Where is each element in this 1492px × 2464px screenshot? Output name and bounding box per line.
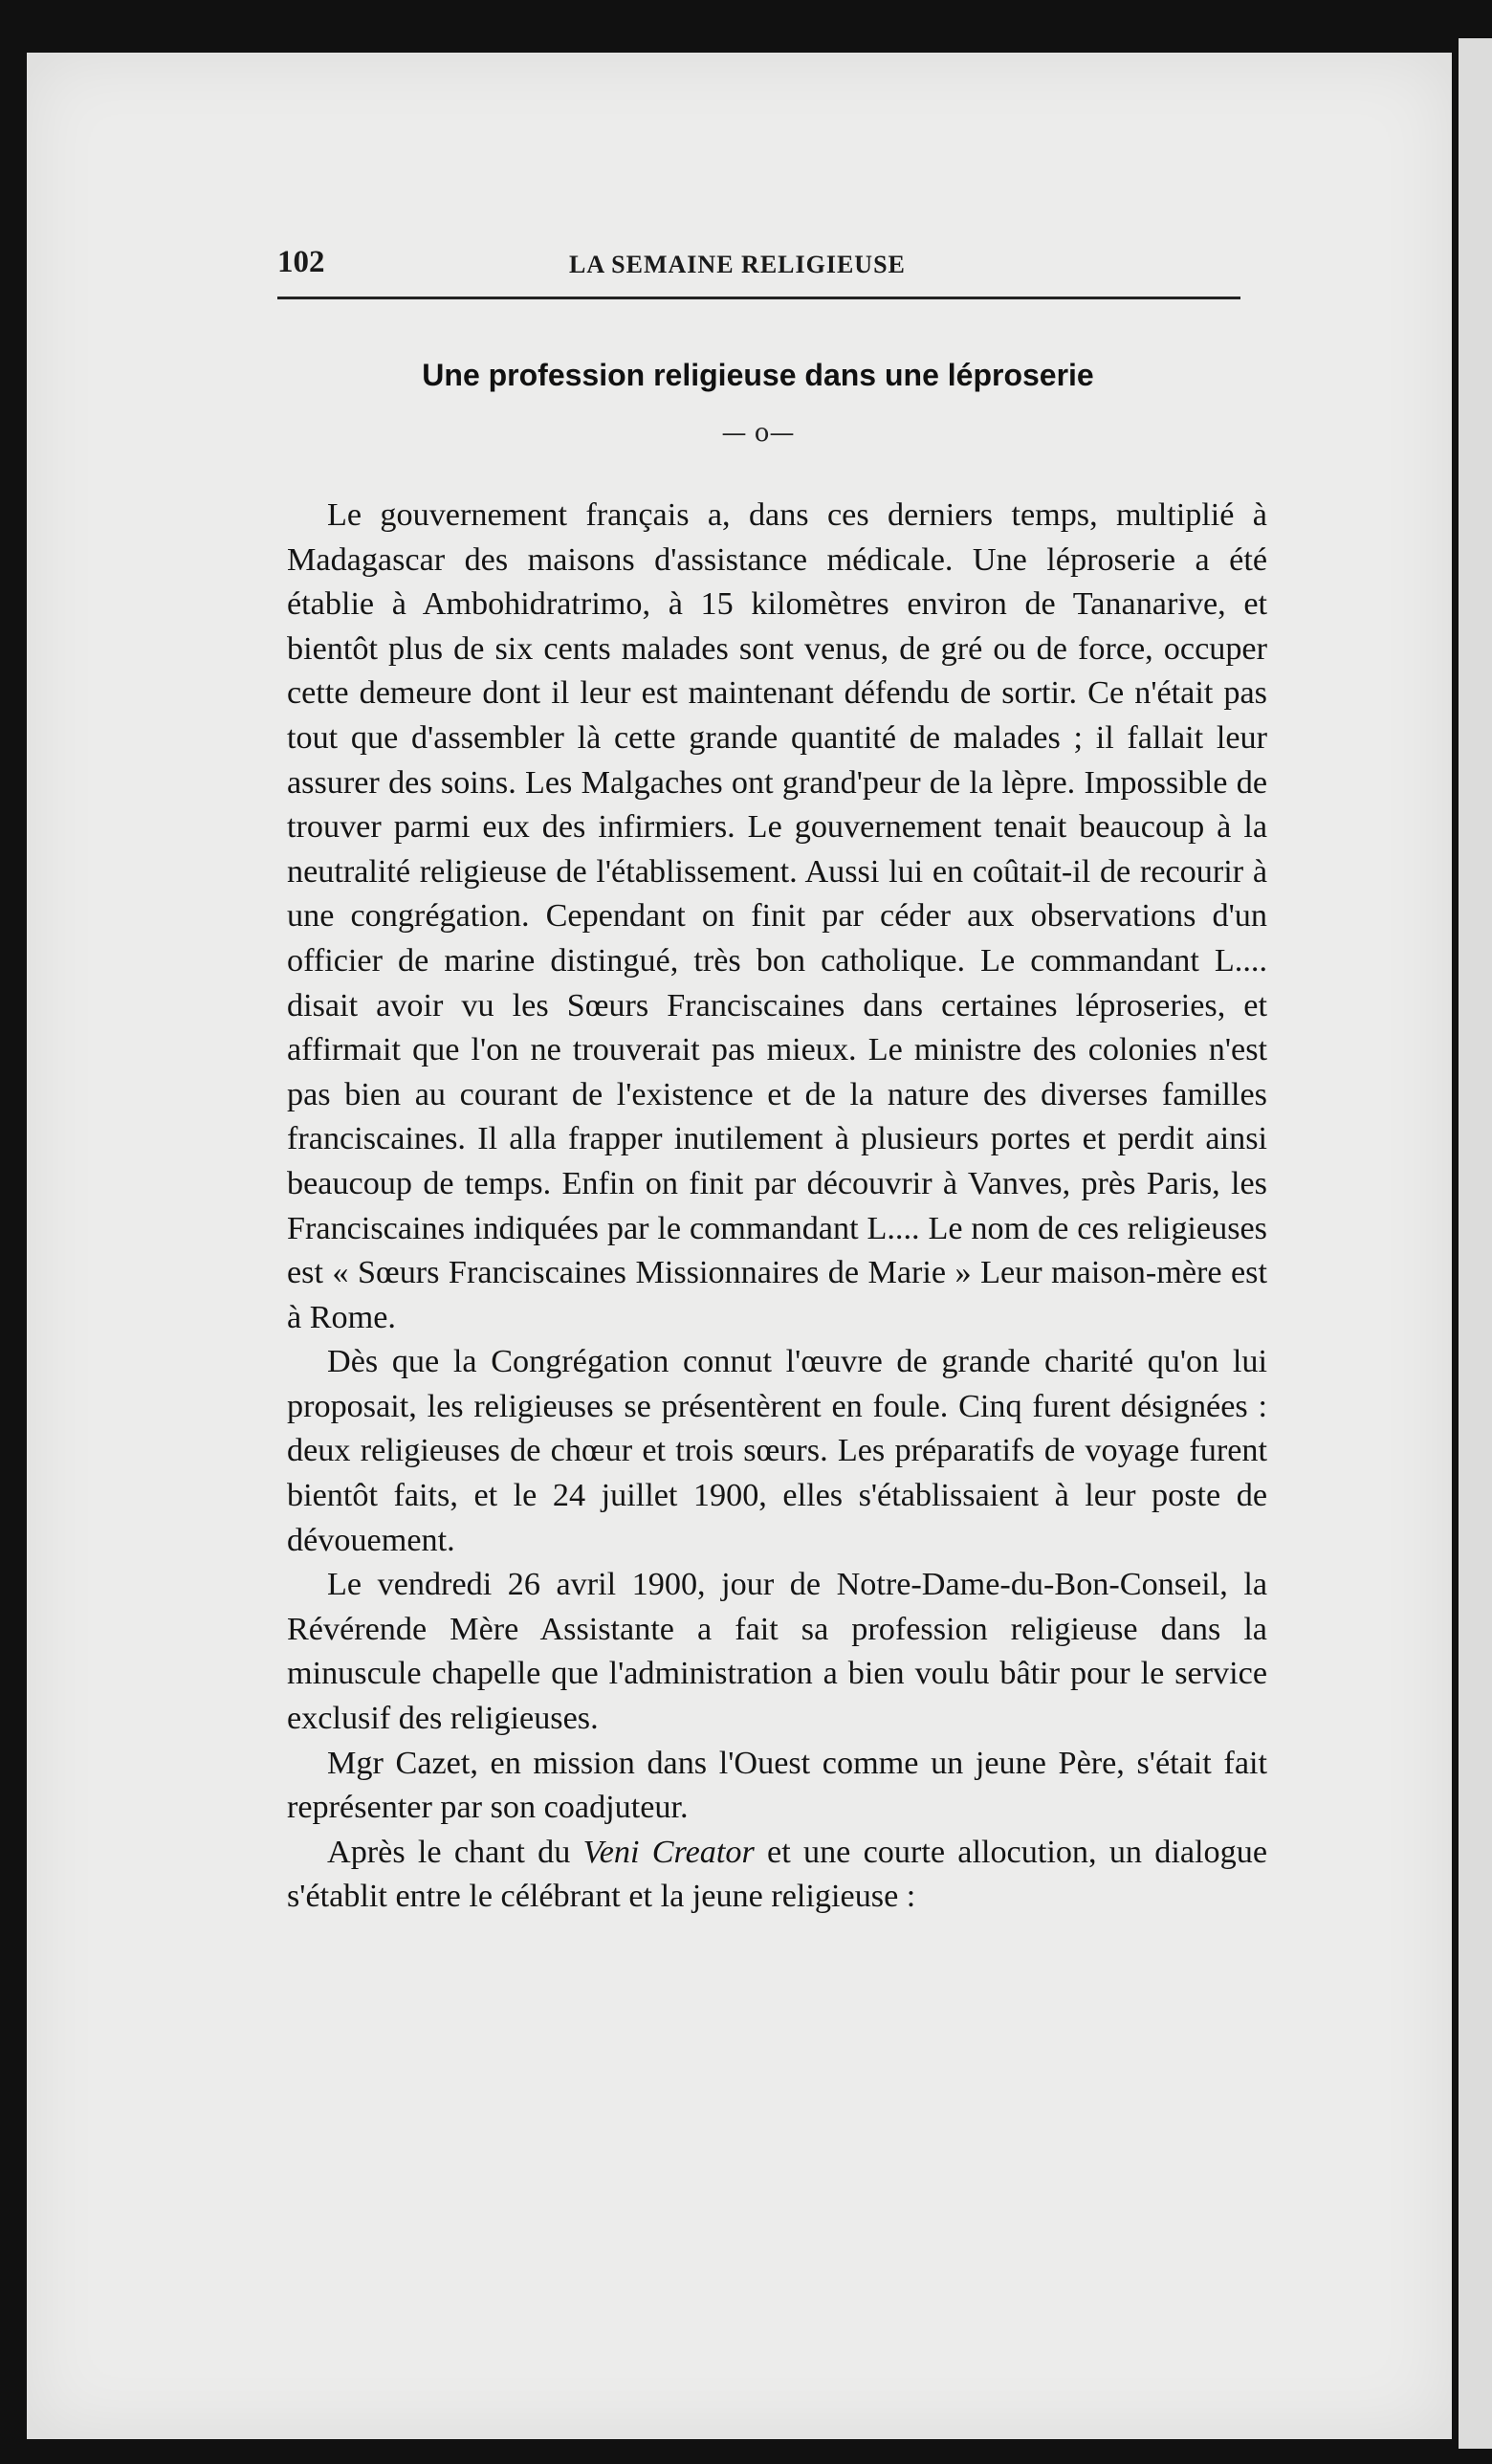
paragraph: Mgr Cazet, en mission dans l'Ouest comme un jeune Père, s'était fait représenter par son coadjuteur.: [287, 1745, 1267, 1826]
paragraph: Le vendredi 26 avril 1900, jour de Notre-Dame-du-Bon-Conseil, la Révérende Mère Assistante a fait sa profession religieuse dans la minuscule chapelle que l'administration a bien voulu bâtir pour le service exclusif des religieuses.: [287, 1567, 1267, 1737]
article-body: [287, 494, 1267, 1920]
hymn-title: Veni Creator: [582, 1834, 755, 1870]
running-header: [277, 245, 1239, 293]
title-ornament: — o—: [721, 419, 795, 448]
paragraph: [287, 1831, 1267, 1920]
paragraph: Dès que la Congrégation connut l'œuvre de grande charité qu'on lui proposait, les religieuses se présentèrent en foule. Cinq furent désignées : deux religieuses de chœur et trois sœurs. Les préparatifs de voyage furent bientôt faits, et le 24 juillet 1900, elles s'établissaient à leur poste de dévouement.: [287, 1344, 1267, 1558]
text-run: Après le chant du: [327, 1834, 583, 1870]
page-number: 102: [277, 245, 325, 279]
header-rule: [277, 297, 1240, 299]
text-run: et une courte allocution, un dialogue s'établit entre le célébrant et la jeune religieuse :: [287, 1834, 1267, 1915]
paragraph: Le gouvernement français a, dans ces derniers temps, multiplié à Madagascar des maisons d'assistance médicale. Une léproserie a été établie à Ambohidratrimo, à 15 kilomètres environ de Tananarive, et bientôt plus de six cents malades sont venus, de gré ou de force, occuper cette demeure dont il leur est maintenant défendu de sortir. Ce n'était pas tout que d'assembler là cette grande quantité de malades ; il fallait leur assurer des soins. Les Malgaches ont grand'peur de la lèpre. Impossible de trouver parmi eux des infirmiers. Le gouvernement tenait beaucoup à la neutralité religieuse de l'établissement. Aussi lui en coûtait-il de recourir à une congrégation. Cependant on finit par céder aux observations d'un officier de marine distingué, très bon catholique. Le commandant L.... disait avoir vu les Sœurs Franciscaines dans certaines léproseries, et affirmait que l'on ne trouverait pas mieux. Le ministre des colonies n'est pas bien au courant de l'existence et de la nature des diverses familles franciscaines. Il alla frapper inutilement à plusieurs portes et perdit ainsi beaucoup de temps. Enfin on finit par découvrir à Vanves, près Paris, les Franciscaines indiquées par le commandant L.... Le nom de ces religieuses est « Sœurs Franciscaines Missionnaires de Marie » Leur maison-mère est à Rome.: [287, 497, 1267, 1335]
next-page-edge: [1459, 38, 1492, 2449]
running-title: LA SEMAINE RELIGIEUSE: [569, 251, 906, 278]
article-title: Une profession religieuse dans une léproserie: [422, 358, 1094, 392]
